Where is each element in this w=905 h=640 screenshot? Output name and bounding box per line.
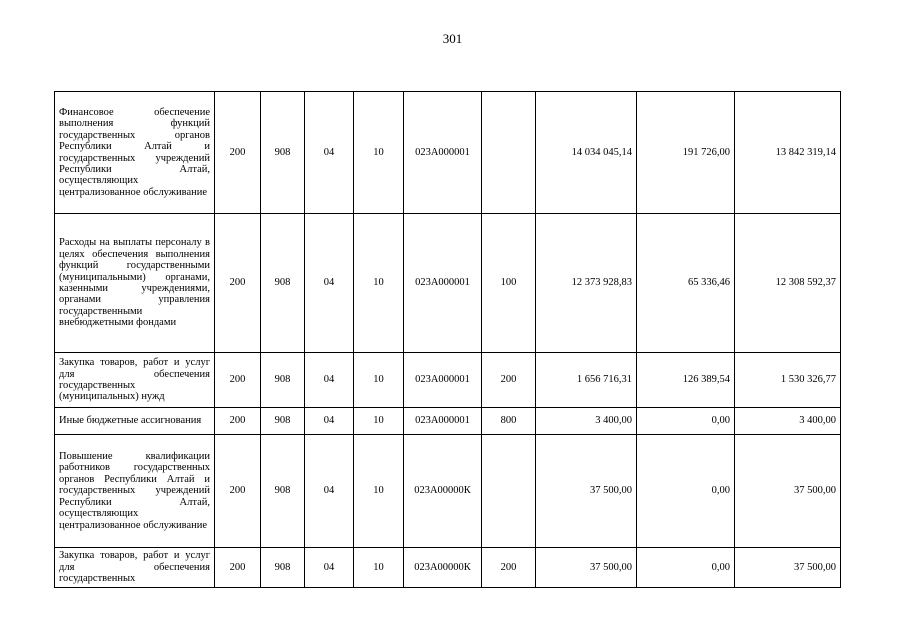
target-article-code: 023А00000К	[404, 435, 482, 548]
target-article-code: 023А000001	[404, 353, 482, 408]
target-article-code: 023А00000К	[404, 548, 482, 588]
table-row	[55, 353, 841, 408]
section-code: 200	[215, 92, 261, 214]
subsection-code: 04	[305, 435, 354, 548]
amount-result: 1 530 326,77	[735, 353, 841, 408]
amount-result: 37 500,00	[735, 548, 841, 588]
section-code: 200	[215, 408, 261, 435]
ministry-code: 908	[261, 214, 305, 353]
expense-type-code	[482, 435, 536, 548]
ministry-code: 908	[261, 548, 305, 588]
amount-result: 3 400,00	[735, 408, 841, 435]
amount-result: 13 842 319,14	[735, 92, 841, 214]
amount-total: 12 373 928,83	[536, 214, 637, 353]
subsection-code: 04	[305, 353, 354, 408]
amount-result: 12 308 592,37	[735, 214, 841, 353]
expense-type-code: 200	[482, 548, 536, 588]
amount-total: 37 500,00	[536, 548, 637, 588]
subsection-detail-code: 10	[354, 353, 404, 408]
table-row	[55, 92, 841, 214]
subsection-detail-code: 10	[354, 408, 404, 435]
ministry-code: 908	[261, 435, 305, 548]
subsection-code: 04	[305, 214, 354, 353]
expense-type-code: 800	[482, 408, 536, 435]
subsection-detail-code: 10	[354, 92, 404, 214]
amount-total: 3 400,00	[536, 408, 637, 435]
subsection-code: 04	[305, 408, 354, 435]
target-article-code: 023А000001	[404, 408, 482, 435]
amount-total: 1 656 716,31	[536, 353, 637, 408]
row-name: Иные бюджетные ассигнования	[55, 408, 215, 435]
target-article-code: 023А000001	[404, 92, 482, 214]
row-name: Закупка товаров, работ и услуг для обеспечения государственных (муниципальных) нужд	[55, 353, 215, 408]
amount-change: 126 389,54	[637, 353, 735, 408]
subsection-detail-code: 10	[354, 548, 404, 588]
amount-change: 0,00	[637, 435, 735, 548]
ministry-code: 908	[261, 92, 305, 214]
amount-total: 14 034 045,14	[536, 92, 637, 214]
expense-type-code	[482, 92, 536, 214]
row-name: Закупка товаров, работ и услуг для обеспечения государственных	[55, 548, 215, 588]
subsection-code: 04	[305, 548, 354, 588]
table-body	[55, 92, 841, 588]
table-row	[55, 214, 841, 353]
section-code: 200	[215, 353, 261, 408]
table-row	[55, 548, 841, 588]
subsection-detail-code: 10	[354, 214, 404, 353]
amount-result: 37 500,00	[735, 435, 841, 548]
ministry-code: 908	[261, 353, 305, 408]
amount-total: 37 500,00	[536, 435, 637, 548]
amount-change: 191 726,00	[637, 92, 735, 214]
page-number: 301	[442, 31, 463, 46]
expense-type-code: 200	[482, 353, 536, 408]
section-code: 200	[215, 435, 261, 548]
ministry-code: 908	[261, 408, 305, 435]
budget-table	[54, 91, 841, 588]
amount-change: 65 336,46	[637, 214, 735, 353]
table-row	[55, 435, 841, 548]
row-name: Финансовое обеспечение выполнения функций государственных органов Республики Алтай и государственных учреждений Республики Алтай, осуществляющих централизованное обслуживание	[55, 92, 215, 214]
subsection-detail-code: 10	[354, 435, 404, 548]
section-code: 200	[215, 548, 261, 588]
subsection-code: 04	[305, 92, 354, 214]
expense-type-code: 100	[482, 214, 536, 353]
target-article-code: 023А000001	[404, 214, 482, 353]
row-name: Расходы на выплаты персоналу в целях обеспечения выполнения функций государственными (муниципальными) органами, казенными учреждениями, органами управления государственными внебюджетными фондами	[55, 214, 215, 353]
table-row	[55, 408, 841, 435]
amount-change: 0,00	[637, 548, 735, 588]
amount-change: 0,00	[637, 408, 735, 435]
section-code: 200	[215, 214, 261, 353]
row-name: Повышение квалификации работников государственных органов Республики Алтай и государственных учреждений Республики Алтай, осуществляющих централизованное обслуживание	[55, 435, 215, 548]
